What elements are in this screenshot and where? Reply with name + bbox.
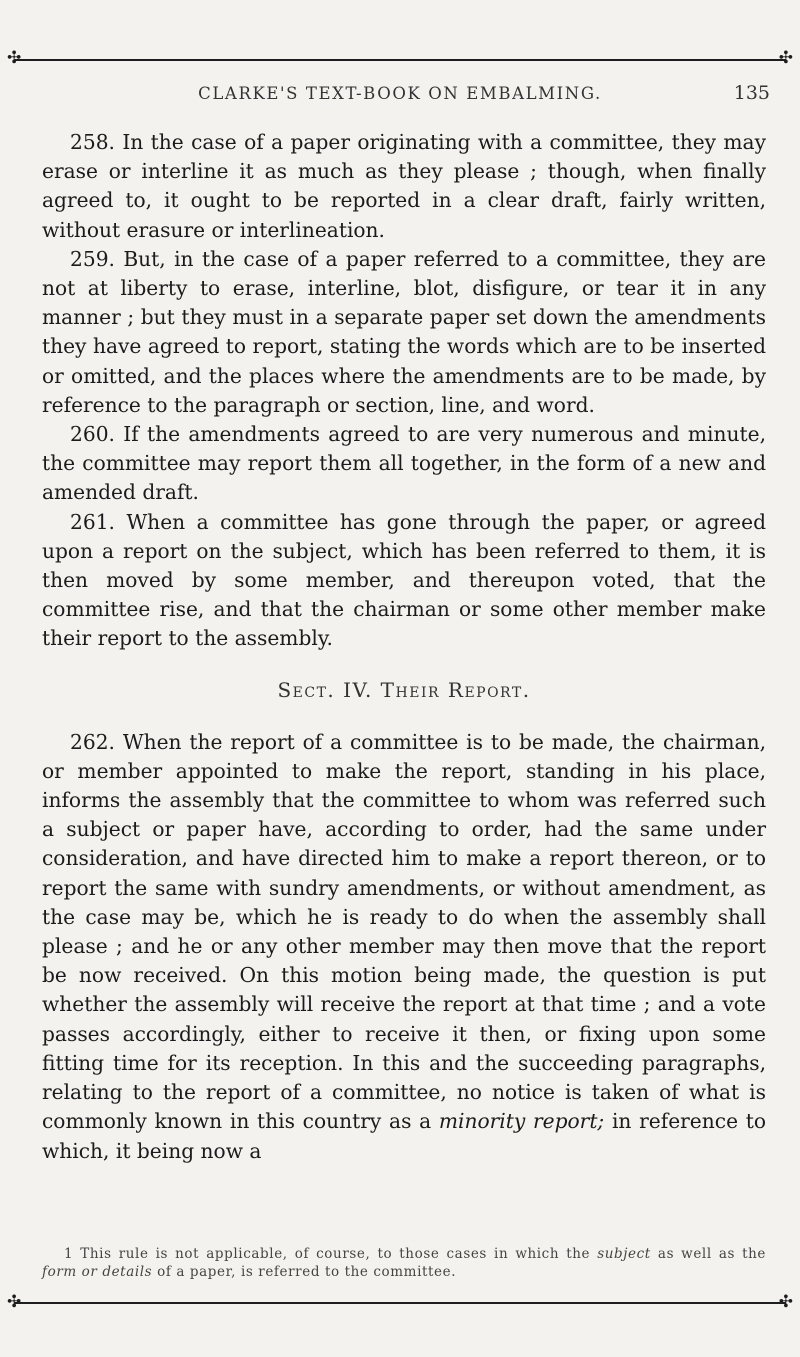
top-rule	[14, 59, 786, 61]
paragraph-262	[42, 728, 766, 1166]
bottom-rule	[14, 1302, 786, 1304]
corner-ornament-icon: ✣	[778, 48, 793, 68]
running-head	[0, 84, 800, 110]
footnote-text: of a paper, is referred to the committee.	[157, 1264, 457, 1280]
page-body	[42, 128, 766, 1166]
paragraph-number: 260.	[70, 422, 115, 447]
footnote-marker: 1	[64, 1246, 74, 1262]
corner-ornament-icon: ✣	[7, 48, 22, 68]
footnote-italic: form or details	[42, 1264, 153, 1280]
paragraph-260	[42, 420, 766, 508]
corner-ornament-icon: ✣	[778, 1292, 793, 1312]
paragraph-259	[42, 245, 766, 420]
paragraph-text: When a committee has gone through the paper, or agreed upon a report on the subject, which has been referred to them, it is then moved by some member, and thereupon voted, that the committee rise, and that the chairman or some other member make their report to the assembly.	[42, 509, 766, 651]
paragraph-number: 258.	[70, 130, 115, 154]
paragraph-text: But, in the case of a paper referred to a committee, they are not at liberty to erase, interline, blot, disfigure, or tear it in any manner ; but they must in a separate paper set down the amendments they have agreed to report, stating the words which are to be inserted or omitted, and the places where the amendments are to be made, by reference to the paragraph or section, line, and word.	[42, 246, 766, 417]
corner-ornament-icon: ✣	[7, 1292, 22, 1312]
section-heading: Sect. IV. Their Report.	[277, 677, 531, 702]
paragraph-text: If the amendments agreed to are very numerous and minute, the committee may report them all together, in the form of a new and amended draft.	[42, 422, 766, 505]
running-title: CLARKE'S TEXT-BOOK ON EMBALMING.	[198, 84, 602, 103]
paragraph-text-continued: in reference to which, it being now a	[42, 1109, 766, 1163]
paragraph-258	[42, 128, 766, 245]
paragraph-text: When the report of a committee is to be made, the chairman, or member appointed to make the report, standing in his place, informs the assembly that the committee to whom was referred such a subject or paper have, according to order, had the same under consideration, and have directed him to make a report thereon, or to report the same with sundry amendments, or without amendment, as the case may be, which he is ready to do when the assembly shall please ; and he or any other member may then move that the report be now received. On this motion being made, the question is put whether the assembly will receive the report at that time ; and a vote passes accordingly, either to receive it then, or fixing upon some fitting time for its reception. In this and the succeeding paragraphs, relating to the report of a committee, no notice is taken of what is commonly known in this country as a	[42, 729, 767, 1134]
footnote	[42, 1245, 766, 1281]
footnote-text: as well as the	[657, 1246, 766, 1262]
paragraph-text: In the case of a paper originating with a committee, they may erase or interline it as much as they please ; though, when finally agreed to, it ought to be reported in a clear draft, fairly written, without erasure or interlineation.	[42, 130, 766, 242]
paragraph-number: 262.	[70, 729, 115, 754]
italic-term: minority report;	[438, 1109, 605, 1134]
page-number: 135	[733, 82, 770, 104]
paragraph-number: 259.	[70, 246, 115, 271]
footnote-italic: subject	[597, 1246, 651, 1262]
footnote-text: This rule is not applicable, of course, to those cases in which the	[80, 1246, 591, 1262]
paragraph-261	[42, 508, 766, 654]
paragraph-number: 261.	[70, 509, 115, 534]
